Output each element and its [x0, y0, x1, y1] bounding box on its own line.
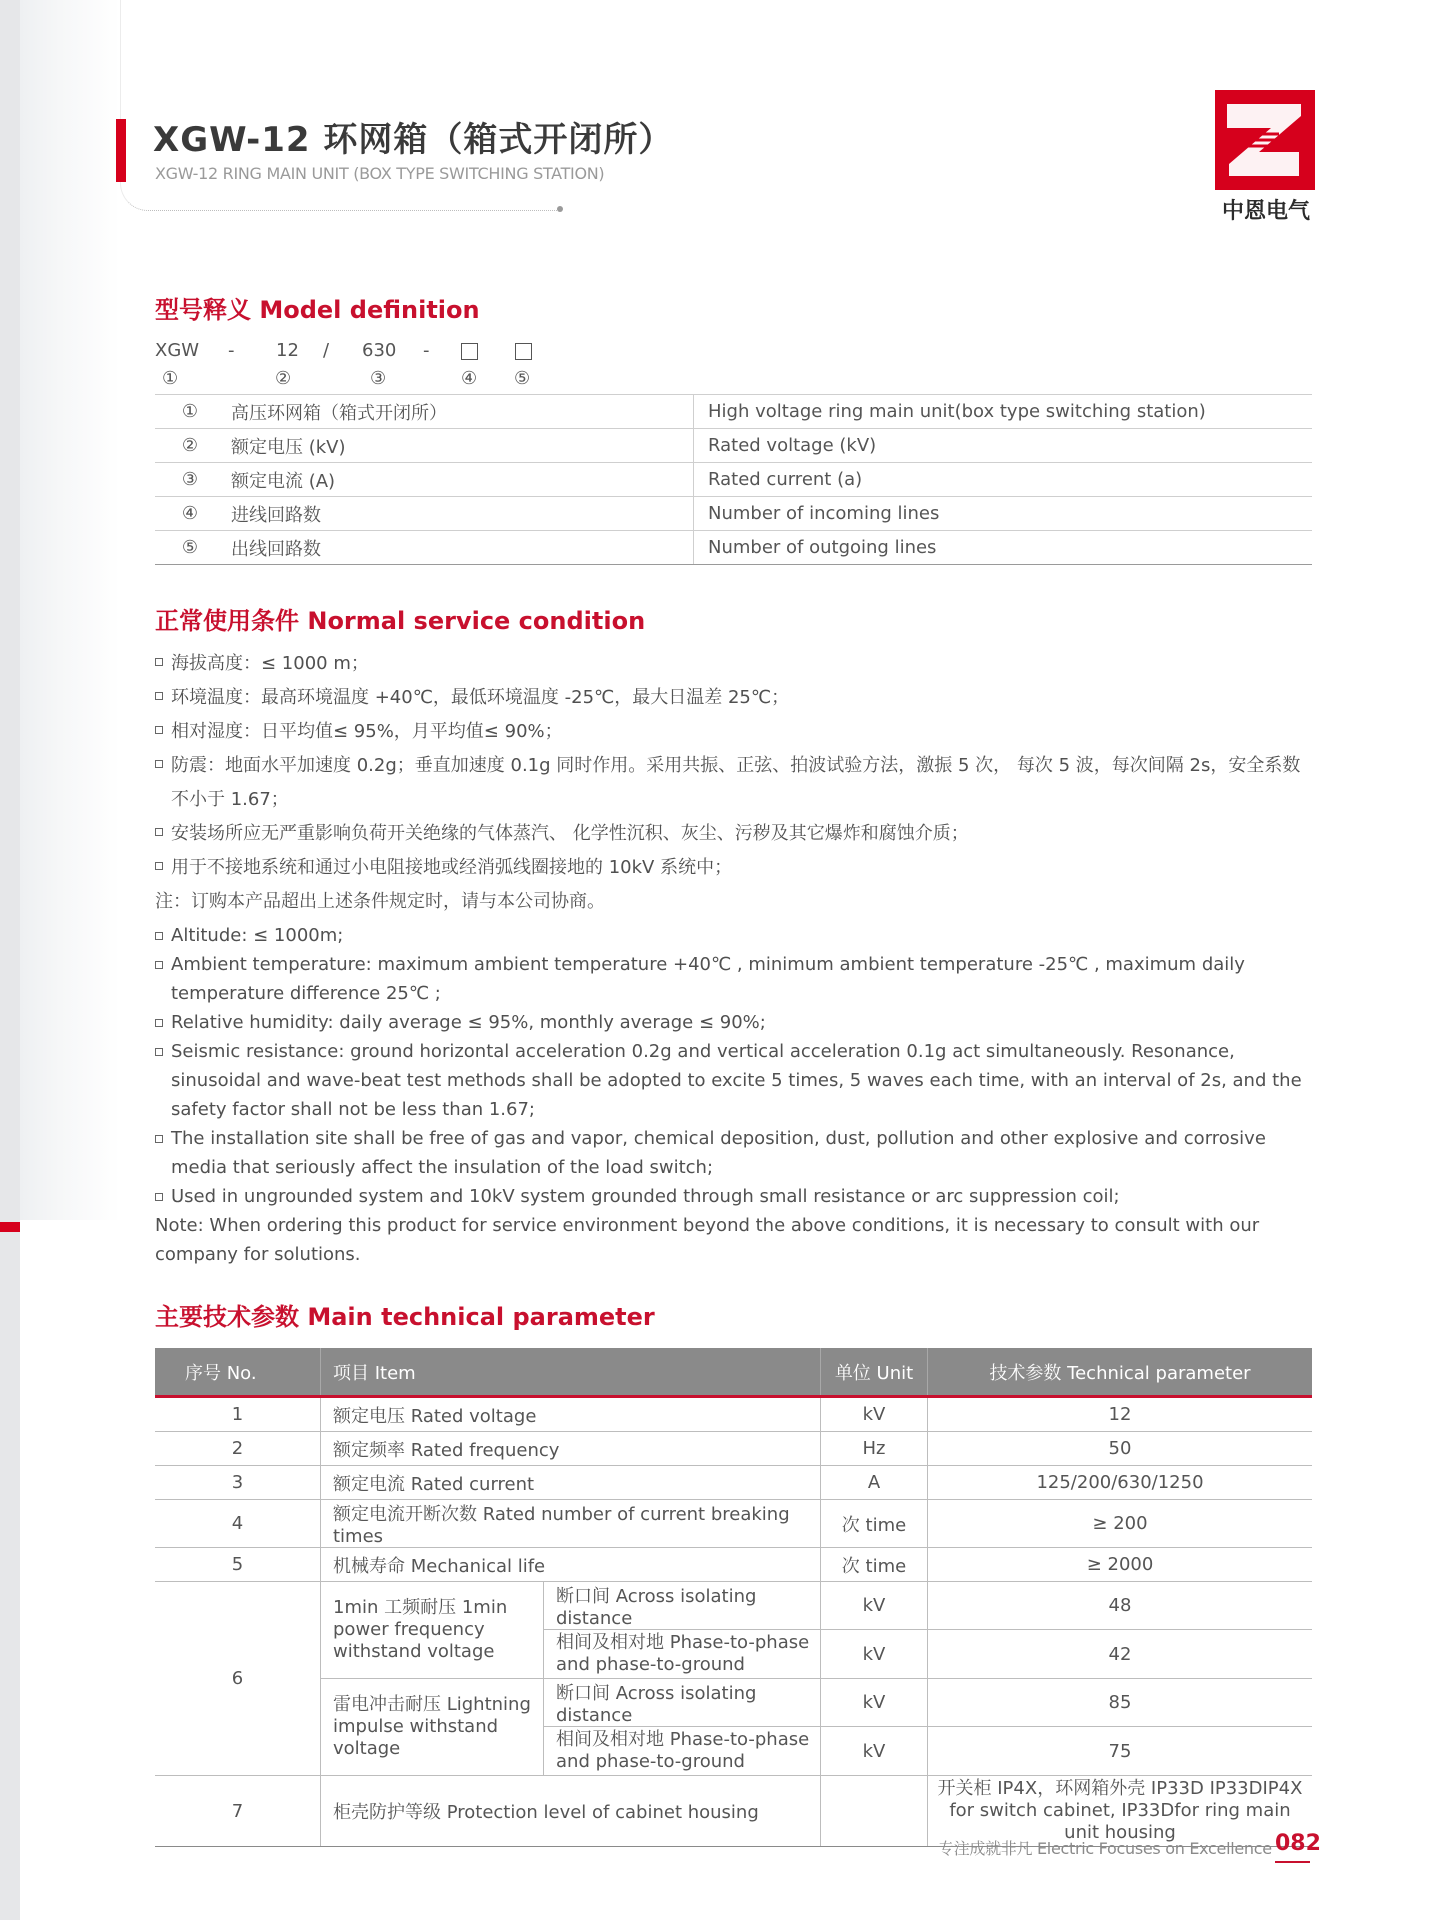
model-code-part: /	[323, 340, 330, 361]
list-item: 用于不接地系统和通过小电阻接地或经消弧线圈接地的 10kV 系统中；	[155, 851, 1315, 885]
model-code-part: 630	[362, 340, 397, 361]
brand-name: 中恩电气	[1221, 199, 1310, 224]
model-definition-table	[155, 394, 1312, 565]
model-marker: ⑤	[514, 368, 531, 389]
model-code-part: -	[228, 340, 235, 361]
note: Note: When ordering this product for service environment beyond the above conditions, it is necessary to consult with our company for solutions.	[155, 1215, 1260, 1265]
page-number: 082	[1275, 1831, 1321, 1856]
service-condition-title: 正常使用条件 Normal service condition	[155, 607, 646, 635]
table-row: 相间及相对地 Phase-to-phase and phase-to-ground kV 42	[155, 1630, 1312, 1679]
model-code-box-4	[461, 343, 478, 365]
table-row: 6 1min 工频耐压 1min power frequency withstand voltage 断口间 Across isolating distance kV 48	[155, 1582, 1312, 1630]
column-header: 单位 Unit	[821, 1348, 928, 1397]
table-row: 1 额定电压 Rated voltage kV 12	[155, 1397, 1312, 1432]
table-row: 雷电冲击耐压 Lightning impulse withstand voltage 断口间 Across isolating distance kV 85	[155, 1679, 1312, 1727]
column-header: 项目 Item	[321, 1348, 821, 1397]
list-item: Relative humidity: daily average ≤ 95%, monthly average ≤ 90%;	[155, 1008, 1315, 1037]
left-decorative-band	[0, 0, 20, 1920]
table-row: ⑤ 出线回路数 Number of outgoing lines	[155, 531, 1312, 565]
list-item: Seismic resistance: ground horizontal acceleration 0.2g and vertical acceleration 0.1g act simultaneously. Resonance, sinusoidal and wave-beat test methods shall be adopted to excite 5 times, 5 waves each time, with an interval of 2s, and the safety factor shall not be less than 1.67;	[155, 1037, 1315, 1124]
list-item: The installation site shall be free of gas and vapor, chemical deposition, dust, pollution and other explosive and corrosive media that seriously affect the insulation of the load switch;	[155, 1124, 1315, 1182]
model-code-part: 12	[276, 340, 299, 361]
table-row: 7 柜壳防护等级 Protection level of cabinet housing 开关柜 IP4X，环网箱外壳 IP33D IP33DIP4X for switch cabinet, IP33Dfor ring main unit housing	[155, 1776, 1312, 1847]
model-marker: ③	[370, 368, 387, 389]
table-row: ② 额定电压 (kV) Rated voltage (kV)	[155, 429, 1312, 463]
list-item: 相对湿度：日平均值≤ 95%，月平均值≤ 90%；	[155, 715, 1315, 749]
list-item: 安装场所应无严重影响负荷开关绝缘的气体蒸汽、 化学性沉积、灰尘、污秽及其它爆炸和腐蚀介质；	[155, 817, 1315, 851]
list-item: Altitude: ≤ 1000m;	[155, 921, 1315, 950]
note: 注：订购本产品超出上述条件规定时，请与本公司协商。	[155, 891, 605, 912]
title-accent-bar	[116, 119, 126, 182]
page-subtitle: XGW-12 RING MAIN UNIT (BOX TYPE SWITCHING STATION)	[155, 164, 605, 183]
table-row: 5 机械寿命 Mechanical life 次 time ≥ 2000	[155, 1548, 1312, 1582]
service-condition-cn	[155, 647, 1315, 919]
list-item: 海拔高度：≤ 1000 m；	[155, 647, 1315, 681]
technical-parameter-table	[155, 1348, 1312, 1847]
model-definition-title: 型号释义 Model definition	[155, 296, 480, 324]
table-row: ③ 额定电流 (A) Rated current (a)	[155, 463, 1312, 497]
model-code-part: -	[423, 340, 430, 361]
model-marker: ④	[461, 368, 478, 389]
service-condition-en	[155, 921, 1315, 1269]
page-number-underline	[1275, 1861, 1310, 1863]
model-code-box-5	[515, 343, 532, 365]
header-dot	[557, 206, 563, 212]
table-row: 3 额定电流 Rated current A 125/200/630/1250	[155, 1466, 1312, 1500]
list-item: Used in ungrounded system and 10kV system grounded through small resistance or arc suppression coil;	[155, 1182, 1315, 1211]
table-row: 2 额定频率 Rated frequency Hz 50	[155, 1432, 1312, 1466]
column-header: 序号 No.	[155, 1348, 321, 1397]
table-row: 相间及相对地 Phase-to-phase and phase-to-ground kV 75	[155, 1727, 1312, 1776]
footer-slogan: 专注成就非凡 Electric Focuses on Excellence	[938, 1839, 1272, 1858]
brand-logo-icon	[1215, 90, 1315, 190]
table-row: ① 高压环网箱（箱式开闭所） High voltage ring main unit(box type switching station)	[155, 395, 1312, 429]
left-red-stripe	[0, 1222, 20, 1232]
list-item: 环境温度：最高环境温度 +40℃，最低环境温度 -25℃，最大日温差 25℃；	[155, 681, 1315, 715]
list-item: 防震：地面水平加速度 0.2g；垂直加速度 0.1g 同时作用。采用共振、正弦、拍波试验方法，激振 5 次， 每次 5 波，每次间隔 2s，安全系数不小于 1.67；	[155, 749, 1315, 817]
page-title: XGW-12 环网箱（箱式开闭所）	[153, 120, 674, 160]
left-shade	[20, 0, 120, 1220]
model-marker: ①	[162, 368, 179, 389]
list-item: Ambient temperature: maximum ambient temperature +40℃ , minimum ambient temperature -25℃ , maximum daily temperature difference 25℃ ;	[155, 950, 1315, 1008]
model-marker: ②	[275, 368, 292, 389]
table-row: 4 额定电流开断次数 Rated number of current breaking times 次 time ≥ 200	[155, 1500, 1312, 1548]
table-row: ④ 进线回路数 Number of incoming lines	[155, 497, 1312, 531]
technical-parameter-title: 主要技术参数 Main technical parameter	[155, 1303, 655, 1331]
column-header: 技术参数 Technical parameter	[928, 1348, 1313, 1397]
table-header-row	[155, 1348, 1312, 1397]
model-code-part: XGW	[155, 340, 200, 361]
